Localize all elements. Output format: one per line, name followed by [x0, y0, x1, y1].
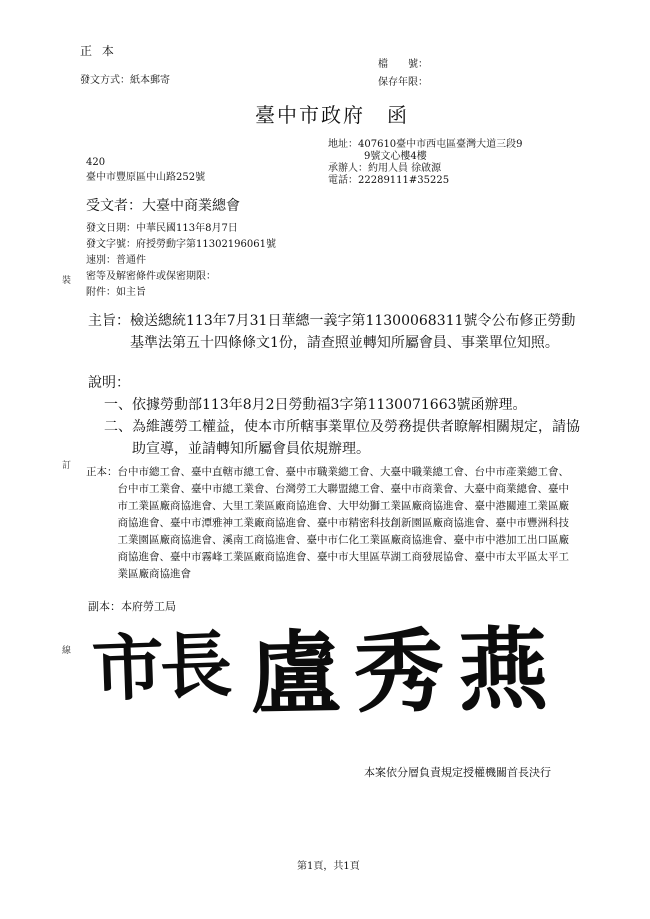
postal-code: 420 — [86, 157, 106, 168]
subject-label: 主旨： — [88, 313, 130, 329]
speed-class: 速別：普通件 — [86, 255, 146, 266]
document-number: 發文字號：府授勞動字第11302196061號 — [86, 239, 276, 250]
sender-address-line2: 9號文心樓4樓 — [364, 151, 427, 162]
attachment: 附件：如主旨 — [86, 287, 146, 298]
original-distribution — [86, 464, 574, 583]
delivery-method: 發文方式：紙本郵寄 — [80, 75, 170, 86]
cut-line-mark: 線 — [62, 646, 72, 656]
explanation-item-number: 二、 — [104, 419, 132, 435]
recipient-address: 臺中市豐原區中山路252號 — [86, 172, 206, 183]
subject-text: 檢送總統113年7月31日華總一義字第11300068311號令公布修正勞動基準法第五十四條條文1份，請查照並轉知所屬會員、事業單位知照。 — [130, 313, 576, 351]
file-number-label: 檔 號： — [378, 59, 428, 70]
subject-block — [88, 310, 582, 354]
security-level: 密等及解密條件或保密期限： — [86, 271, 216, 282]
page-number: 第1頁，共1頁 — [297, 861, 360, 872]
sender-address-line1: 地址：407610臺中市西屯區臺灣大道三段9 — [328, 139, 523, 150]
staple-mark: 訂 — [62, 461, 72, 471]
retention-label: 保存年限： — [378, 77, 428, 88]
signature-name: 盧秀燕 — [249, 616, 563, 728]
binding-mark: 裝 — [62, 276, 72, 286]
explanation-item-text: 依據勞動部113年8月2日勞動福3字第1130071663號函辦理。 — [132, 397, 527, 413]
copy-label: 副本： — [88, 600, 121, 613]
issue-date: 發文日期：中華民國113年8月7日 — [86, 223, 238, 234]
contact-person: 承辦人：約用人員 徐啟源 — [328, 163, 442, 174]
authorization-note: 本案依分層負責規定授權機關首長決行 — [364, 766, 551, 779]
document-title: 臺中市政府 函 — [255, 103, 409, 127]
original-label: 正本： — [86, 466, 118, 478]
copy-recipients: 本府勞工局 — [121, 600, 176, 613]
signature-title: 市長 — [90, 621, 230, 712]
copy-distribution — [88, 600, 176, 614]
copy-type: 正 本 — [80, 44, 117, 58]
explanation-item-1 — [104, 394, 582, 416]
explanation-item-number: 一、 — [104, 397, 132, 413]
recipient: 受文者：大臺中商業總會 — [86, 198, 240, 214]
phone-number: 電話：22289111#35225 — [328, 175, 450, 186]
explanation-label: 說明： — [88, 375, 130, 391]
explanation-item-2 — [104, 416, 582, 460]
original-recipients: 台中市總工會、臺中直轄市總工會、臺中市職業總工會、大臺中職業總工會、台中市產業總工會、台中市工業會、臺中市總工業會、台灣勞工大聯盟總工會、臺中市商業會、大臺中商業總會、臺中市工業區廠商協進會、大里工業區廠商協進會、大甲幼獅工業區廠商協進會、臺中港關連工業區廠商協進會、臺中市潭雅神工業廠商協進會、臺中市精密科技創新園區廠商協進會、臺中市豐洲科技工業園區廠商協進會、溪南工商協進會、臺中市仁化工業區廠商協進會、臺中市中港加工出口區廠商協進會、臺中市霧峰工業區廠商協進會、臺中市大里區草湖工商發展協會、臺中市太平區太平工業區廠商協進會 — [117, 466, 569, 580]
explanation-item-text: 為維護勞工權益，使本市所轄事業單位及勞務提供者瞭解相關規定，請協助宣導，並請轉知所屬會員依規辦理。 — [132, 419, 580, 457]
